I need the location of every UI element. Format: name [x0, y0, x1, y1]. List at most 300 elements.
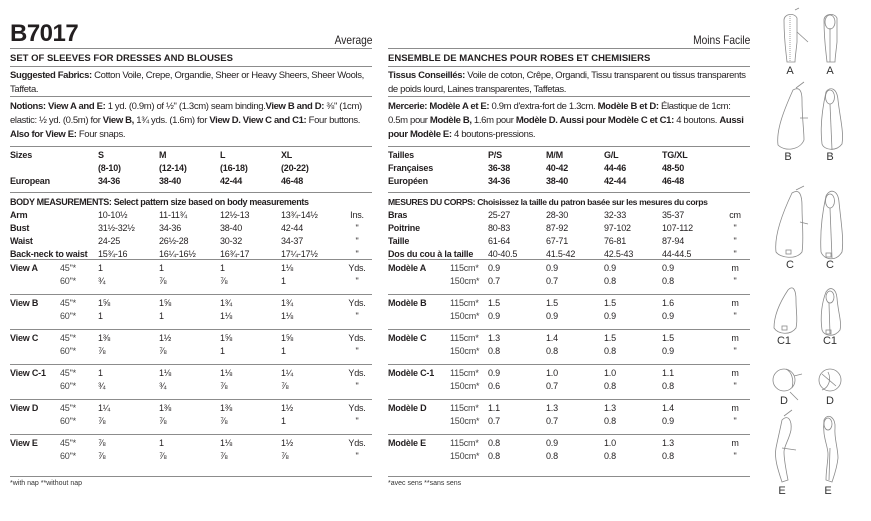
notions-label: View B, [102, 115, 134, 126]
sleeve-e-back-icon [824, 416, 838, 482]
yardage-cell: ⅞ [220, 381, 228, 391]
yardage-row [10, 367, 372, 380]
yardage-cell: ⅞ [220, 416, 228, 426]
yardage-cell: 1 [98, 311, 103, 321]
yardage-cell: 1¾ [281, 298, 294, 308]
measurement-cell: 87-94 [662, 236, 685, 246]
notions-text: 0.9m d'extra-fort de 1.3cm. [489, 101, 598, 112]
measurement-cell: 38-40 [220, 223, 243, 233]
yardage-row [10, 297, 372, 310]
view-label [10, 275, 60, 288]
notions [10, 100, 372, 142]
view-label [388, 310, 450, 323]
section-title: SET OF SLEEVES FOR DRESSES AND BLOUSES [10, 53, 233, 64]
measurement-label: Back-neck to waist [10, 249, 88, 259]
sleeve-caption: E [778, 485, 786, 497]
measurement-cell: 42-44 [281, 223, 304, 233]
measurement-label: Arm [10, 210, 28, 220]
view-label [388, 345, 450, 358]
yardage-row [10, 332, 372, 345]
yardage-cell: 1⅜ [159, 403, 172, 413]
unit-cell: " [355, 311, 359, 321]
yardage-row [10, 345, 372, 358]
measurement-row [388, 222, 750, 235]
divider [10, 259, 372, 260]
sleeve-caption: C1 [776, 335, 792, 347]
european-cell: 42-44 [604, 176, 627, 186]
yardage-row [10, 450, 372, 463]
sleeve-caption: A [786, 65, 794, 77]
fabric-width-cell: 150cm* [450, 381, 480, 391]
francaises-cell: 48-50 [662, 163, 685, 173]
measurement-cell: 17¼-17½ [281, 249, 318, 259]
body-measurements-table [10, 209, 372, 261]
yardage-row [10, 262, 372, 275]
yardage-cell: 1⅛ [159, 368, 172, 378]
view-yardage-table [388, 367, 750, 393]
yardage-cell: 0.8 [488, 451, 500, 461]
measurement-row [388, 235, 750, 248]
yardage-cell: 0.8 [546, 346, 558, 356]
measurement-cell: 34-36 [159, 223, 182, 233]
unit-cell: Yds. [348, 438, 366, 448]
francaises-cell: 44-46 [604, 163, 627, 173]
yardage-cell: 1 [98, 263, 103, 273]
sleeve-caption: C1 [822, 335, 838, 347]
yardage-cell: 1⅛ [281, 311, 294, 321]
measurement-cell: 13¾-14½ [281, 210, 318, 220]
yardage-cell: 0.9 [488, 368, 500, 378]
sleeve-caption: E [824, 485, 832, 497]
measurement-cell: 76-81 [604, 236, 627, 246]
fabric-width-cell: 45"* [60, 438, 76, 448]
sleeve-e-front-icon [775, 410, 796, 482]
unit-cell: cm [729, 210, 741, 220]
yardage-cell: 0.7 [546, 381, 558, 391]
view-label [388, 380, 450, 393]
divider [10, 66, 372, 67]
francaises-cell: 36-38 [488, 163, 511, 173]
yardage-cell: 1.6 [662, 298, 674, 308]
fabric-width-cell: 115cm* [450, 403, 479, 413]
yardage-cell: 1⅛ [220, 368, 233, 378]
sizes-label: Sizes [10, 150, 33, 160]
unit-cell: m [731, 333, 739, 343]
yardage-row [388, 450, 750, 463]
sleeve-caption: B [826, 151, 834, 163]
measurement-cell: 11-11¾ [159, 210, 187, 220]
yardage-cell: ⅞ [159, 416, 167, 426]
divider [388, 192, 750, 193]
fabric-width-cell: 60"* [60, 276, 76, 286]
yardage-cell: 1 [281, 346, 286, 356]
yardage-cell: 0.8 [488, 438, 500, 448]
footnote: *with nap **without nap [10, 480, 82, 487]
yardage-cell: 0.8 [604, 416, 616, 426]
unit-cell: Ins. [350, 210, 364, 220]
view-yardage-table [10, 367, 372, 393]
fabrics-label: Tissus Conseillés: [388, 70, 465, 81]
european-cell: 34-36 [488, 176, 511, 186]
yardage-cell: 1¼ [98, 403, 111, 413]
measurement-cell: 15¾-16 [98, 249, 128, 259]
fabric-width-cell: 150cm* [450, 346, 480, 356]
view-label: Modèle D [388, 403, 427, 413]
view-label [388, 415, 450, 428]
view-label: View C [10, 333, 39, 343]
difficulty-level: Average [334, 33, 372, 47]
yardage-row [388, 415, 750, 428]
notions [388, 100, 750, 142]
yardage-row [388, 402, 750, 415]
fabric-width-cell: 115cm* [450, 333, 479, 343]
european-row [388, 175, 750, 188]
sleeve-d-back-icon [819, 369, 841, 391]
measurement-cell: 10-10½ [98, 210, 128, 220]
unit-cell: " [733, 276, 737, 286]
divider [10, 329, 372, 330]
notions-label: Notions: View A and E: [10, 101, 106, 112]
suggested-fabrics [388, 69, 750, 97]
notions-text: Four buttons. [306, 115, 361, 126]
view-label: Modèle E [388, 438, 426, 448]
divider [388, 48, 750, 49]
unit-cell: " [733, 381, 737, 391]
view-yardage-table [10, 402, 372, 428]
yardage-row [10, 275, 372, 288]
yardage-cell: ⅞ [281, 381, 289, 391]
sizes-table [388, 149, 750, 188]
yardage-cell: 1 [98, 368, 103, 378]
european-row [10, 175, 372, 188]
yardage-cell: 1¾ [220, 298, 233, 308]
notions-label: Modèle B et D: [597, 101, 659, 112]
yardage-cell: 1 [220, 346, 225, 356]
yardage-cell: 0.8 [604, 346, 616, 356]
sizes-table [10, 149, 372, 188]
yardage-row [10, 415, 372, 428]
yardage-row [388, 437, 750, 450]
measurement-row [10, 235, 372, 248]
yardage-cell: 1.5 [604, 333, 616, 343]
notions-text: Four snaps. [76, 129, 126, 140]
measurement-cell: 25-27 [488, 210, 511, 220]
sleeve-b-front-icon [778, 82, 808, 149]
measurement-cell: 35-37 [662, 210, 685, 220]
view-label [10, 310, 60, 323]
yardage-cell: 0.8 [488, 346, 500, 356]
yardage-row [388, 367, 750, 380]
francaises-cell: 40-42 [546, 163, 569, 173]
sleeve-caption: A [826, 65, 834, 77]
yardage-cell: 1 [159, 311, 164, 321]
size-cell: P/S [488, 150, 502, 160]
view-yardage-table [388, 332, 750, 358]
divider [388, 476, 750, 477]
european-cell: 46-48 [662, 176, 685, 186]
sleeve-c1-front-icon [774, 288, 797, 333]
unit-cell: " [733, 451, 737, 461]
unit-cell: m [731, 438, 739, 448]
unit-cell: Yds. [348, 333, 366, 343]
fabric-width-cell: 150cm* [450, 451, 480, 461]
divider [388, 434, 750, 435]
yardage-cell: 1½ [281, 438, 294, 448]
size-range-cell: (16-18) [220, 163, 248, 173]
fabric-width-cell: 45"* [60, 368, 76, 378]
fabric-width-cell: 150cm* [450, 276, 480, 286]
measurement-cell: 80-83 [488, 223, 511, 233]
sizes-label: Tailles [388, 150, 414, 160]
notions-label: View B and D: [265, 101, 325, 112]
notions-text: 1 yd. (0.9m) of ½" (1.3cm) seam binding. [105, 101, 266, 112]
yardage-cell: 0.9 [546, 311, 558, 321]
notions-text: 4 boutons-pressions. [451, 129, 536, 140]
divider [10, 48, 372, 49]
unit-cell: " [355, 223, 359, 233]
fabrics-text: Voile de coton, Crêpe, Organdi, Tissu transparent ou tissus transparents de poids lourd, Laines transparentes, Taffetas. [388, 70, 746, 95]
yardage-cell: 1.5 [546, 298, 558, 308]
yardage-cell: ¾ [98, 381, 106, 391]
yardage-cell: 1 [281, 416, 286, 426]
measurement-label: Taille [388, 236, 410, 246]
yardage-row [10, 310, 372, 323]
view-label [10, 450, 60, 463]
european-cell: 38-40 [159, 176, 182, 186]
yardage-cell: 1 [159, 263, 164, 273]
yardage-cell: 1⅝ [159, 298, 172, 308]
fabric-width-cell: 150cm* [450, 416, 480, 426]
yardage-cell: 1.5 [662, 333, 674, 343]
unit-cell: m [731, 368, 739, 378]
measurement-row [10, 222, 372, 235]
unit-cell: " [733, 346, 737, 356]
yardage-cell: 0.8 [546, 451, 558, 461]
unit-cell: " [733, 236, 737, 246]
notions-text: 1¾ yds. (1.6m) for [133, 115, 210, 126]
body-measurements-heading: BODY MEASUREMENTS: Select pattern size based on body measurements [10, 197, 309, 207]
unit-cell: " [355, 249, 359, 259]
yardage-cell: 1½ [281, 403, 294, 413]
yardage-cell: ⅞ [159, 346, 167, 356]
yardage-cell: 0.9 [662, 263, 674, 273]
view-label [10, 415, 60, 428]
fabric-width-cell: 60"* [60, 311, 76, 321]
yardage-cell: 0.8 [604, 276, 616, 286]
fabric-width-cell: 150cm* [450, 311, 480, 321]
yardage-row [388, 310, 750, 323]
sleeve-caption: C [826, 259, 834, 271]
view-yardage-table [10, 437, 372, 463]
yardage-cell: 1.3 [604, 403, 616, 413]
view-yardage-table [388, 297, 750, 323]
yardage-cell: 1.0 [604, 368, 616, 378]
measurement-cell: 34-37 [281, 236, 304, 246]
size-cell: M [159, 150, 167, 160]
sleeve-c-back-icon [821, 191, 843, 259]
sleeve-caption: C [786, 259, 794, 271]
pattern-number: B7017 [10, 20, 79, 47]
sleeve-c1-back-icon [821, 289, 840, 336]
view-label: Modèle C-1 [388, 368, 435, 378]
size-range-row [10, 162, 372, 175]
francaises-label: Françaises [388, 163, 434, 173]
size-range-cell: (20-22) [281, 163, 309, 173]
body-measurements-heading: MESURES DU CORPS: Choisissez la taille du patron basée sur les mesures du corps [388, 197, 708, 207]
view-label: View A [10, 263, 38, 273]
view-label [10, 380, 60, 393]
measurement-label: Bust [10, 223, 30, 233]
view-yardage-table [388, 262, 750, 288]
yardage-cell: 1 [159, 438, 164, 448]
divider [388, 329, 750, 330]
view-label [10, 345, 60, 358]
yardage-cell: 0.9 [662, 416, 674, 426]
yardage-cell: 1⅜ [98, 333, 111, 343]
unit-cell: m [731, 403, 739, 413]
yardage-cell: 0.9 [662, 311, 674, 321]
divider [10, 364, 372, 365]
unit-cell: " [733, 311, 737, 321]
notions-label: Modèle D. Aussi pour Modèle C et C1: [515, 115, 674, 126]
unit-cell: " [733, 249, 737, 259]
yardage-row [388, 345, 750, 358]
divider [388, 96, 750, 97]
measurement-cell: 107-112 [662, 223, 693, 233]
measurement-cell: 28-30 [546, 210, 569, 220]
view-yardage-table [10, 332, 372, 358]
unit-cell: m [731, 263, 739, 273]
yardage-cell: 1⅝ [281, 333, 294, 343]
yardage-cell: 0.9 [488, 263, 500, 273]
yardage-row [10, 402, 372, 415]
measurement-cell: 31½-32½ [98, 223, 135, 233]
yardage-cell: 1.4 [546, 333, 558, 343]
view-yardage-table [10, 297, 372, 323]
view-yardage-table [388, 437, 750, 463]
european-cell: 42-44 [220, 176, 243, 186]
francaises-row [388, 162, 750, 175]
yardage-row [388, 332, 750, 345]
measurement-cell: 61-64 [488, 236, 511, 246]
european-cell: 34-36 [98, 176, 121, 186]
yardage-cell: 1.5 [488, 298, 500, 308]
size-cell: G/L [604, 150, 619, 160]
divider [10, 434, 372, 435]
unit-cell: Yds. [348, 403, 366, 413]
view-yardage-table [10, 262, 372, 288]
yardage-cell: 0.8 [662, 276, 674, 286]
unit-cell: Yds. [348, 368, 366, 378]
unit-cell: " [355, 346, 359, 356]
measurement-cell: 26½-28 [159, 236, 189, 246]
yardage-cell: ⅞ [220, 451, 228, 461]
yardage-cell: 1 [220, 263, 225, 273]
fabric-width-cell: 45"* [60, 403, 76, 413]
fabric-width-cell: 115cm* [450, 263, 479, 273]
divider [10, 146, 372, 147]
yardage-cell: 1¼ [281, 368, 294, 378]
divider [388, 294, 750, 295]
yardage-cell: ⅞ [98, 416, 106, 426]
yardage-cell: 0.6 [488, 381, 500, 391]
yardage-cell: ⅞ [281, 451, 289, 461]
yardage-row [388, 297, 750, 310]
size-cell: M/M [546, 150, 563, 160]
measurement-label: Poitrine [388, 223, 420, 233]
yardage-cell: 0.9 [662, 346, 674, 356]
yardage-cell: 0.7 [488, 276, 500, 286]
yardage-cell: 1.3 [546, 403, 558, 413]
unit-cell: Yds. [348, 298, 366, 308]
divider [10, 476, 372, 477]
measurement-cell: 30-32 [220, 236, 243, 246]
measurement-row [388, 209, 750, 222]
sleeve-caption: D [826, 395, 834, 407]
divider [10, 96, 372, 97]
yardage-cell: ⅞ [98, 451, 106, 461]
fabric-width-cell: 45"* [60, 333, 76, 343]
sleeve-illustrations [760, 0, 871, 521]
fabric-width-cell: 60"* [60, 381, 76, 391]
notions-text: Élastique de 1cm: 0.5m pour [388, 101, 731, 126]
yardage-cell: 1⅛ [220, 311, 233, 321]
yardage-cell: 1⅝ [98, 298, 111, 308]
yardage-row [10, 437, 372, 450]
fabric-width-cell: 45"* [60, 298, 76, 308]
fabrics-label: Suggested Fabrics: [10, 70, 92, 81]
yardage-cell: 0.9 [488, 311, 500, 321]
notions-label: View D. View C and C1: [209, 115, 307, 126]
yardage-cell: 1.1 [488, 403, 500, 413]
sleeve-caption: B [784, 151, 792, 163]
fabric-width-cell: 60"* [60, 451, 76, 461]
yardage-cell: ⅞ [98, 438, 106, 448]
yardage-cell: 0.8 [662, 451, 674, 461]
yardage-cell: 1.3 [488, 333, 500, 343]
measurement-cell: 67-71 [546, 236, 569, 246]
unit-cell: " [355, 451, 359, 461]
fabric-width-cell: 60"* [60, 346, 76, 356]
size-range-cell: (12-14) [159, 163, 187, 173]
european-cell: 46-48 [281, 176, 304, 186]
measurement-cell: 40-40.5 [488, 249, 518, 259]
yardage-cell: 1½ [159, 333, 172, 343]
measurement-row [10, 209, 372, 222]
size-cell: L [220, 150, 226, 160]
unit-cell: " [355, 276, 359, 286]
yardage-cell: 0.7 [546, 276, 558, 286]
fabrics-text: Cotton Voile, Crepe, Organdie, Sheer or Heavy Sheers, Sheer Wools, Taffeta. [10, 70, 364, 95]
yardage-cell: 0.8 [662, 381, 674, 391]
view-label: Modèle A [388, 263, 427, 273]
measurement-cell: 44-44.5 [662, 249, 692, 259]
yardage-cell: 0.9 [546, 438, 558, 448]
view-label: View D [10, 403, 39, 413]
measurement-cell: 12½-13 [220, 210, 250, 220]
yardage-row [388, 380, 750, 393]
view-label: Modèle B [388, 298, 427, 308]
european-label: Européen [388, 176, 428, 186]
measurement-cell: 87-92 [546, 223, 569, 233]
yardage-cell: 1.5 [604, 298, 616, 308]
yardage-cell: 1.0 [604, 438, 616, 448]
unit-cell: " [355, 236, 359, 246]
french-section [388, 0, 750, 521]
yardage-cell: 1⅝ [220, 333, 233, 343]
measurement-cell: 42.5-43 [604, 249, 634, 259]
size-cell: XL [281, 150, 293, 160]
